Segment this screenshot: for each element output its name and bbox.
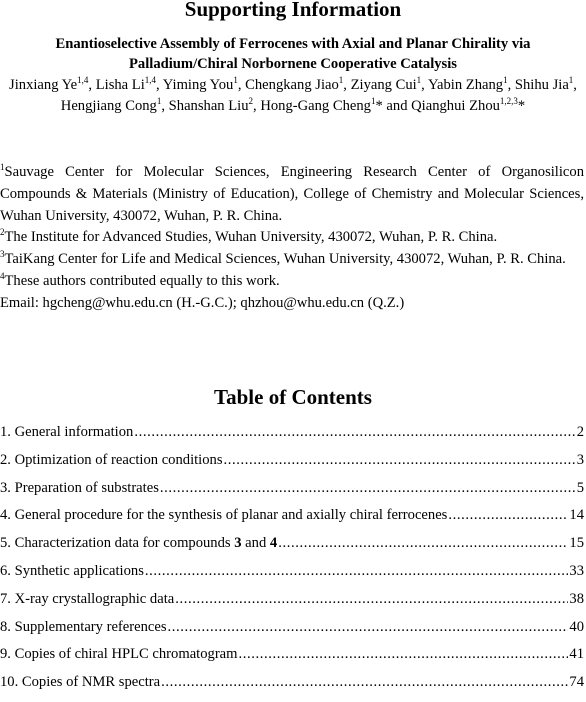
author-name: Qianghui Zhou <box>411 98 500 114</box>
author-separator: , <box>573 77 577 93</box>
toc-entry[interactable] <box>0 535 584 563</box>
toc-entry-title: 8. Supplementary references <box>0 618 167 635</box>
affiliation-text: TaiKang Center for Life and Medical Sciences, Wuhan University, 430072, Wuhan, P. R. China. <box>4 251 566 268</box>
toc-entry[interactable] <box>0 424 584 452</box>
paper-title-line-2: Palladium/Chiral Norbornene Cooperative Catalysis <box>129 56 457 72</box>
author-affiliation-marker: 1 <box>338 75 344 86</box>
affiliation-1 <box>0 162 584 227</box>
toc-entry[interactable] <box>0 646 584 674</box>
paper-title-line-1: Enantioselective Assembly of Ferrocenes with Axial and Planar Chirality via <box>55 36 531 52</box>
author-name: Lisha Li <box>95 77 145 93</box>
affiliation-text: These authors contributed equally to this work. <box>4 272 280 289</box>
affiliation-marker: 4 <box>0 271 5 282</box>
toc-entry[interactable] <box>0 619 584 647</box>
toc-entry[interactable] <box>0 591 584 619</box>
author-separator: , <box>156 77 163 93</box>
toc-dot-leader <box>448 507 568 524</box>
affiliation-4 <box>0 271 584 293</box>
affiliation-text: The Institute for Advanced Studies, Wuhan University, 430072, Wuhan, P. R. China. <box>4 229 498 246</box>
toc-entry-title: 6. Synthetic applications <box>0 562 144 579</box>
author-separator: * and <box>375 98 412 114</box>
contact-email: Email: hgcheng@whu.edu.cn (H.-G.C.); qhzhou@whu.edu.cn (Q.Z.) <box>0 294 405 311</box>
toc-dot-leader <box>145 563 569 580</box>
toc-dot-leader <box>278 535 568 552</box>
author-affiliation-marker: 2 <box>248 96 254 107</box>
paper-title <box>0 34 586 74</box>
toc-dot-leader <box>160 480 576 497</box>
author-affiliation-marker: 1 <box>568 75 574 86</box>
author-name: Shihu Jia <box>514 77 569 93</box>
affiliation-2 <box>0 227 584 249</box>
toc-page-number: 3 <box>576 451 584 468</box>
author-affiliation-marker: 1,4 <box>144 75 157 86</box>
toc-dot-leader <box>239 646 569 663</box>
toc-entry-title: 7. X-ray crystallographic data <box>0 590 175 607</box>
author-separator: * <box>517 98 526 114</box>
author-name: Hengjiang Cong <box>60 98 157 114</box>
author-affiliation-marker: 1,2,3 <box>499 96 518 107</box>
author-separator: , <box>161 98 169 114</box>
toc-dot-leader <box>134 424 575 441</box>
toc-dot-leader <box>161 674 568 691</box>
author-separator: , <box>343 77 351 93</box>
toc-entry[interactable] <box>0 452 584 480</box>
author-name: Jinxiang Ye <box>9 77 78 93</box>
author-name: Ziyang Cui <box>350 77 417 93</box>
toc-page-number: 74 <box>569 674 584 691</box>
toc-page-number: 14 <box>569 507 584 524</box>
toc-dot-leader <box>175 591 568 608</box>
author-affiliation-marker: 1,4 <box>77 75 89 86</box>
author-name: Yiming You <box>162 77 234 93</box>
toc-entry[interactable] <box>0 563 584 591</box>
toc-entry[interactable] <box>0 507 584 535</box>
author-separator: , <box>507 77 515 93</box>
toc-page-number: 5 <box>576 479 584 496</box>
affiliation-marker: 3 <box>0 249 5 260</box>
toc-entry-title: 2. Optimization of reaction conditions <box>0 451 223 468</box>
author-name: Hong-Gang Cheng <box>260 98 371 114</box>
affiliation-marker: 1 <box>0 162 5 173</box>
toc-entry-title: 4. General procedure for the synthesis of planar and axially chiral ferrocenes <box>0 507 448 524</box>
author-separator: , <box>253 98 261 114</box>
toc-dot-leader <box>168 619 569 636</box>
toc-page-number: 15 <box>569 535 584 552</box>
toc-entry-title: 9. Copies of chiral HPLC chromatogram <box>0 646 238 663</box>
toc-dot-leader <box>224 452 576 469</box>
affiliation-3 <box>0 249 584 271</box>
toc-entry[interactable] <box>0 674 584 702</box>
toc-entry-title: 10. Copies of NMR spectra <box>0 674 161 691</box>
author-list <box>8 75 578 117</box>
author-separator: , <box>421 77 428 93</box>
toc-entry[interactable] <box>0 480 584 508</box>
author-affiliation-marker: 1 <box>503 75 508 86</box>
author-affiliation-marker: 1 <box>156 96 162 107</box>
toc-heading: Table of Contents <box>214 385 372 409</box>
author-name: Chengkang Jiao <box>245 77 339 93</box>
toc-page-number: 2 <box>576 424 584 440</box>
affiliations <box>0 162 584 315</box>
table-of-contents <box>0 424 584 702</box>
toc-page-number: 41 <box>569 646 584 663</box>
toc-entry-title: 5. Characterization data for compounds 3 and 4 <box>0 535 278 552</box>
author-affiliation-marker: 1 <box>370 96 376 107</box>
author-affiliation-marker: 1 <box>233 75 238 86</box>
author-name: Yabin Zhang <box>427 77 504 93</box>
author-affiliation-marker: 1 <box>416 75 422 86</box>
author-separator: , <box>237 77 246 93</box>
affiliation-marker: 2 <box>0 227 5 238</box>
toc-page-number: 33 <box>569 562 584 579</box>
toc-page-number: 40 <box>569 618 584 635</box>
document-title: Supporting Information <box>184 0 402 21</box>
affiliation-text: Sauvage Center for Molecular Sciences, Engineering Research Center of Organosilicon Compounds & Materials (Ministry of Education), College of Chemistry and Molecular Sciences, Wuhan University, 430072, Wuhan, P. R. China. <box>0 164 584 224</box>
toc-entry-title: 3. Preparation of substrates <box>0 479 159 496</box>
toc-page-number: 38 <box>569 590 584 607</box>
toc-entry-title: 1. General information <box>0 424 134 440</box>
author-name: Shanshan Liu <box>168 98 249 114</box>
author-separator: , <box>88 77 96 93</box>
